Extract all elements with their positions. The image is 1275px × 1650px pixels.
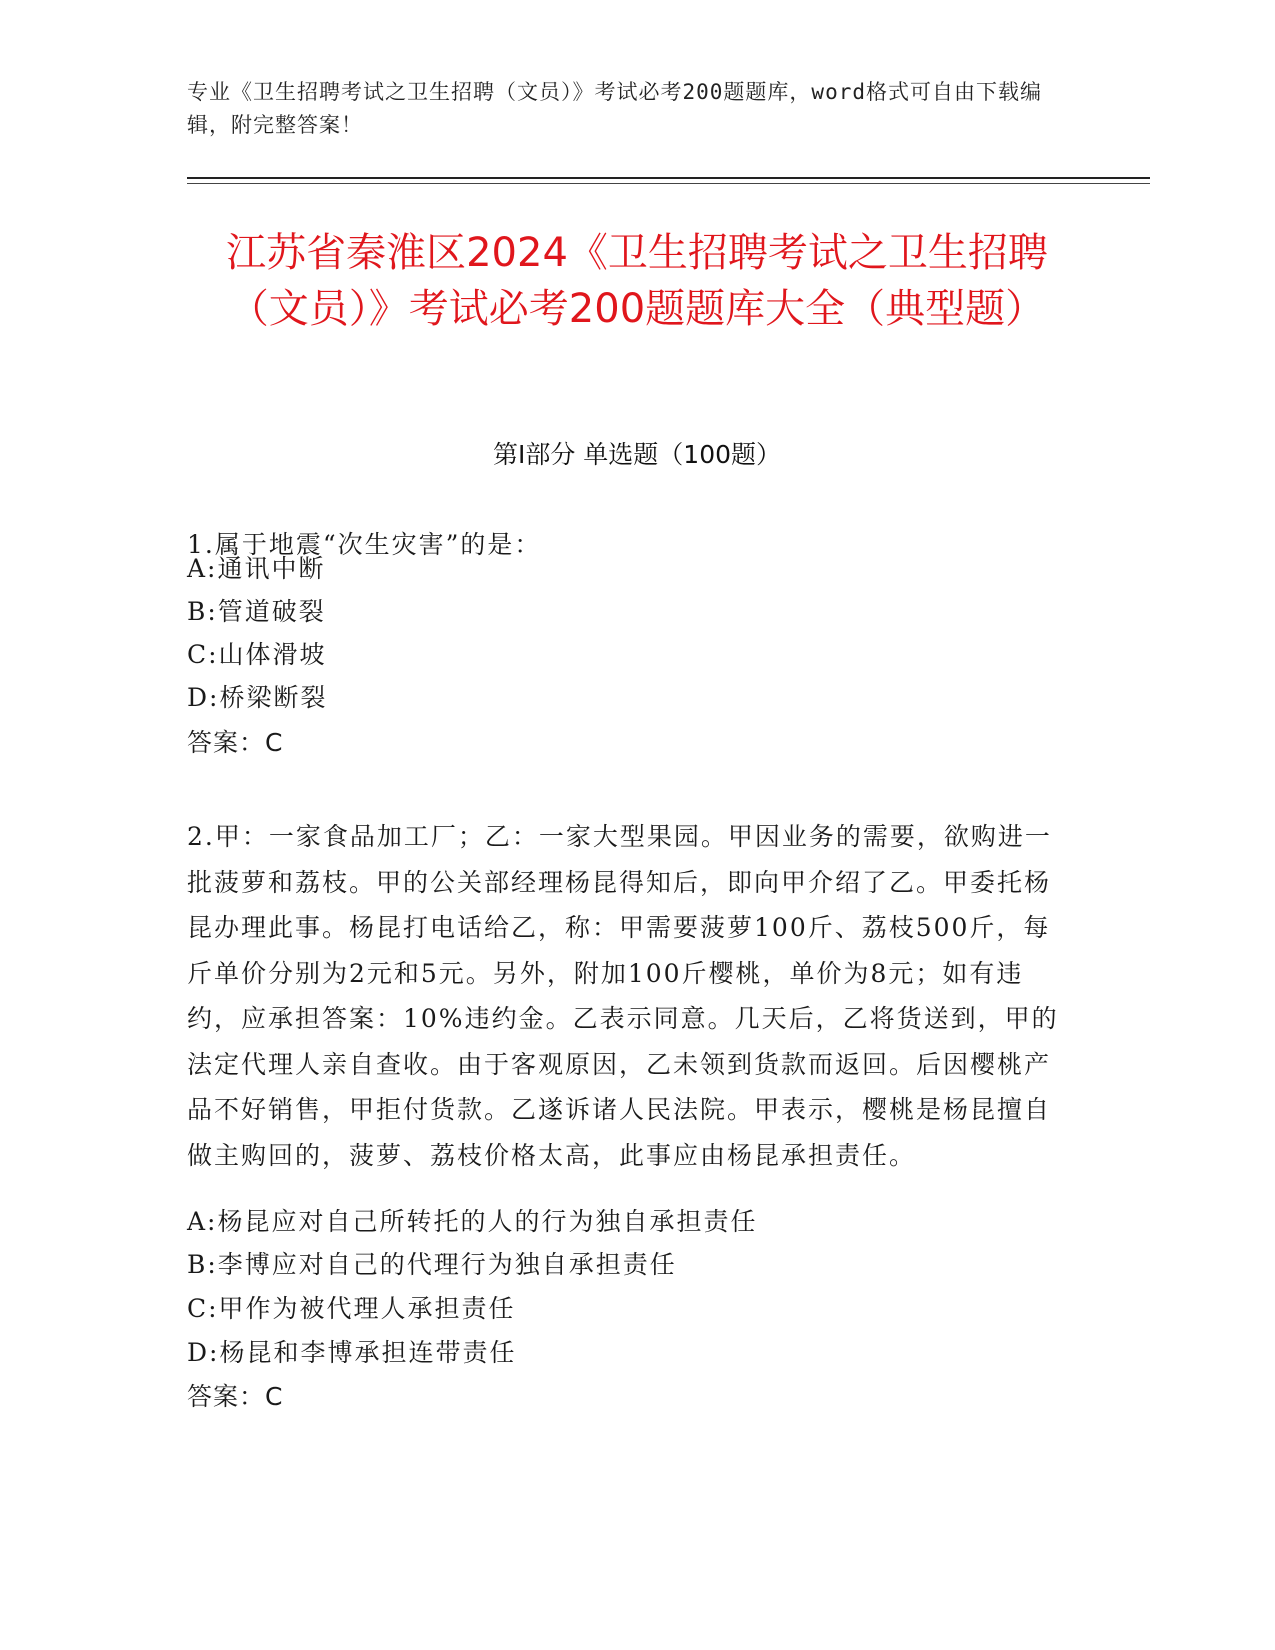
section-heading: 第Ⅰ部分 单选题（100题） xyxy=(492,440,782,469)
question-2-answer: 答案：C xyxy=(187,1382,284,1411)
question-2-option-c: C:甲作为被代理人承担责任 xyxy=(187,1294,516,1323)
question-1-option-a: A:通讯中断 xyxy=(187,554,326,583)
question-2-option-b: B:李博应对自己的代理行为独自承担责任 xyxy=(187,1250,677,1279)
header-note: 专业《卫生招聘考试之卫生招聘（文员）》考试必考200题题库，word格式可自由下载编辑，附完整答案！ xyxy=(187,80,1042,137)
question-2-option-d: D:杨昆和李博承担连带责任 xyxy=(187,1338,517,1367)
question-2-option-a: A:杨昆应对自己所转托的人的行为独自承担责任 xyxy=(187,1207,758,1236)
document-title: 江苏省秦淮区2024《卫生招聘考试之卫生招聘（文员）》考试必考200题题库大全（典型题） xyxy=(226,230,1048,332)
question-1-option-c: C:山体滑坡 xyxy=(187,640,327,669)
question-1-option-d: D:桥梁断裂 xyxy=(187,683,328,712)
question-2-text: 2.甲：一家食品加工厂；乙：一家大型果园。甲因业务的需要，欲购进一批菠萝和荔枝。甲的公关部经理杨昆得知后，即向甲介绍了乙。甲委托杨昆办理此事。杨昆打电话给乙，称：甲需要菠萝100斤、荔枝500斤，每斤单价分别为2元和5元。另外，附加100斤樱桃，单价为8元；如有违约，应承担答案：10%违约金。乙表示同意。几天后，乙将货送到，甲的法定代理人亲自查收。由于客观原因，乙未领到货款而返回。后因樱桃产品不好销售，甲拒付货款。乙遂诉诸人民法院。甲表示，樱桃是杨昆擅自做主购回的，菠萝、荔枝价格太高，此事应由杨昆承担责任。 xyxy=(187,822,1059,1170)
question-1-text: 1.属于地震“次生灾害”的是： xyxy=(187,530,542,559)
question-1-option-b: B:管道破裂 xyxy=(187,597,326,626)
question-1-answer: 答案：C xyxy=(187,728,284,757)
header-divider-thick xyxy=(187,177,1150,179)
header-divider-thin xyxy=(187,183,1150,184)
